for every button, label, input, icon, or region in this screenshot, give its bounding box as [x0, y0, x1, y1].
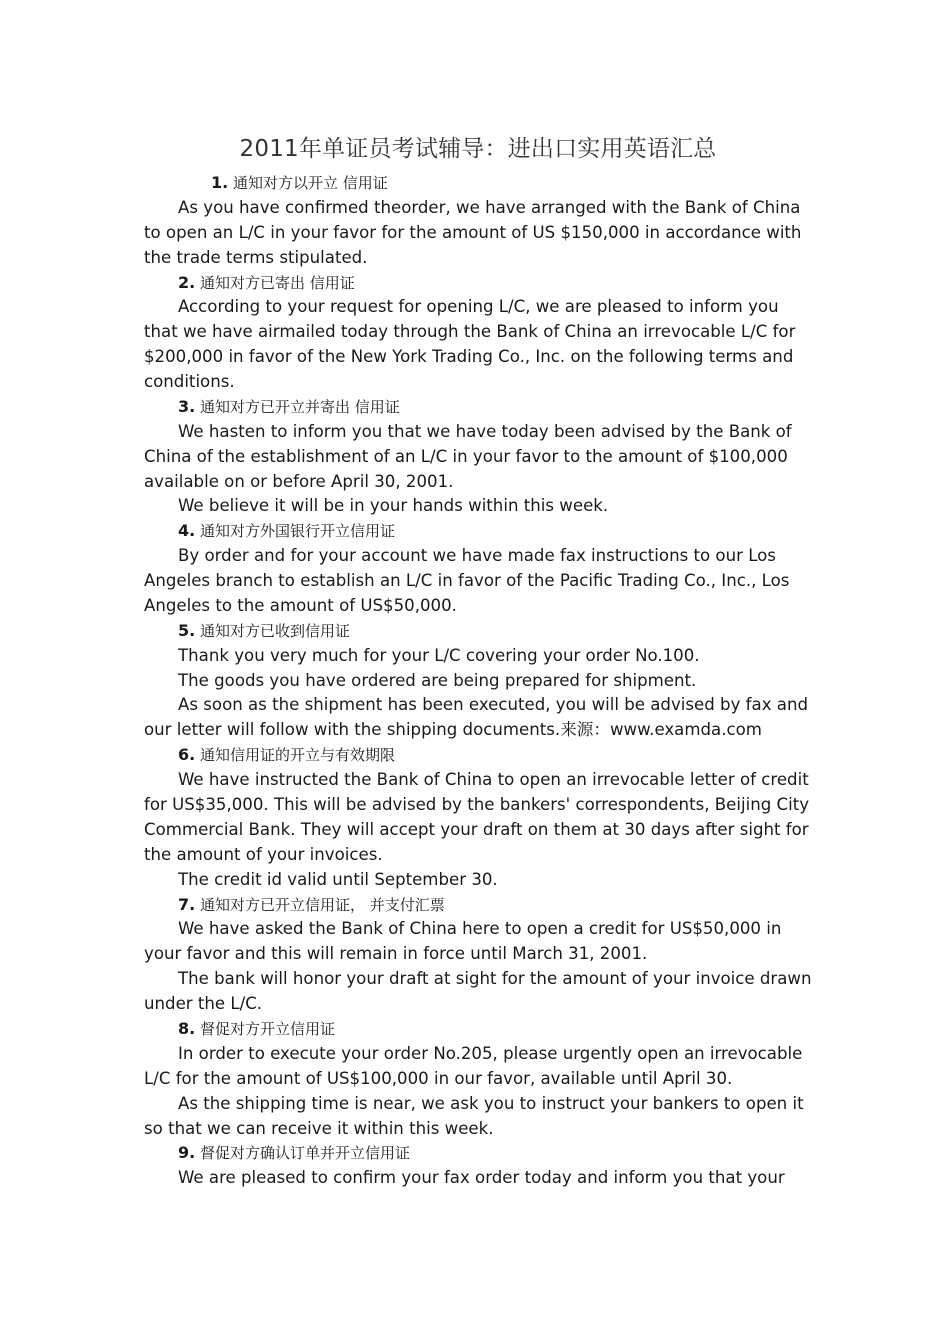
section-number: 2. [178, 272, 196, 292]
section-heading [144, 893, 812, 918]
section-number: 3. [178, 396, 196, 416]
section-heading [144, 271, 812, 296]
body-paragraph: The credit id valid until September 30. [178, 869, 498, 889]
body-paragraph: We hasten to inform you that we have today been advised by the Bank of China of the establishment of an L/C in your favor to the amount of $100,000 available on or before April 30, 2001. [144, 421, 792, 491]
section-number: 5. [178, 620, 196, 640]
section-heading-text: 通知信用证的开立与有效期限 [200, 746, 396, 765]
section-number: 1. [211, 173, 229, 192]
body-paragraph: The bank will honor your draft at sight for the amount of your invoice drawn under the L/C. [144, 969, 812, 1014]
document-page [144, 131, 812, 1191]
section-heading [144, 395, 812, 420]
body-paragraph: We have instructed the Bank of China to open an irrevocable letter of credit for US$35,000. This will be advised by the bankers' correspondents, Beijing City Commercial Bank. They will accept your draft on them at 30 days after sight for the amount of your invoices. [144, 770, 810, 864]
body-paragraph: By order and for your account we have made fax instructions to our Los Angeles branch to establish an L/C in favor of the Pacific Trading Co., Inc., Los Angeles to the amount of US$50,000. [144, 546, 790, 615]
section-number: 8. [178, 1019, 196, 1039]
section-heading [144, 1141, 812, 1166]
body-paragraph: We are pleased to confirm your fax order today and inform you that your [178, 1168, 785, 1188]
section-number: 6. [178, 745, 196, 765]
body-paragraph: In order to execute your order No.205, please urgently open an irrevocable L/C for the amount of US$100,000 in our favor, available until April 30. [144, 1043, 803, 1088]
section-heading-text: 督促对方开立信用证 [200, 1020, 336, 1039]
section-heading-text: 通知对方以开立 信用证 [233, 174, 388, 192]
section-heading-text: 通知对方已寄出 信用证 [200, 273, 355, 292]
section-number: 9. [178, 1143, 196, 1163]
section-heading-text: 通知对方外国银行开立信用证 [200, 522, 396, 541]
section-number: 4. [178, 521, 196, 541]
section-heading-text: 通知对方已收到信用证 [200, 621, 351, 640]
section-heading-text: 通知对方已开立并寄出 信用证 [200, 397, 400, 416]
section-heading [144, 171, 812, 196]
body-paragraph: Thank you very much for your L/C covering your order No.100. [178, 645, 700, 665]
section-heading-text: 督促对方确认订单并开立信用证 [200, 1144, 411, 1163]
sections-list [144, 171, 812, 1191]
body-paragraph: According to your request for opening L/C, we are pleased to inform you that we have airmailed today through the Bank of China an irrevocable L/C for $200,000 in favor of the New York Trading Co., Inc. on the following terms and conditions. [144, 297, 796, 392]
body-paragraph: We believe it will be in your hands within this week. [178, 496, 609, 516]
page-title: 2011年单证员考试辅导：进出口实用英语汇总 [239, 136, 717, 162]
section-heading [144, 1017, 812, 1042]
body-paragraph: As you have confirmed theorder, we have arranged with the Bank of China to open an L/C in your favor for the amount of US $150,000 in accordance with the trade terms stipulated. [144, 197, 802, 267]
section-heading [144, 619, 812, 644]
section-heading [144, 519, 812, 544]
body-paragraph: As soon as the shipment has been executed, you will be advised by fax and our letter will follow with the shipping documents.来源：www.examda.com [144, 695, 809, 740]
body-paragraph: As the shipping time is near, we ask you to instruct your bankers to open it so that we can receive it within this week. [144, 1093, 804, 1138]
body-paragraph: We have asked the Bank of China here to open a credit for US$50,000 in your favor and this will remain in force until March 31, 2001. [144, 919, 782, 964]
section-heading-text: 通知对方已开立信用证， 并支付汇票 [200, 895, 445, 914]
section-number: 7. [178, 894, 196, 914]
body-paragraph: The goods you have ordered are being prepared for shipment. [178, 670, 697, 690]
section-heading [144, 743, 812, 768]
